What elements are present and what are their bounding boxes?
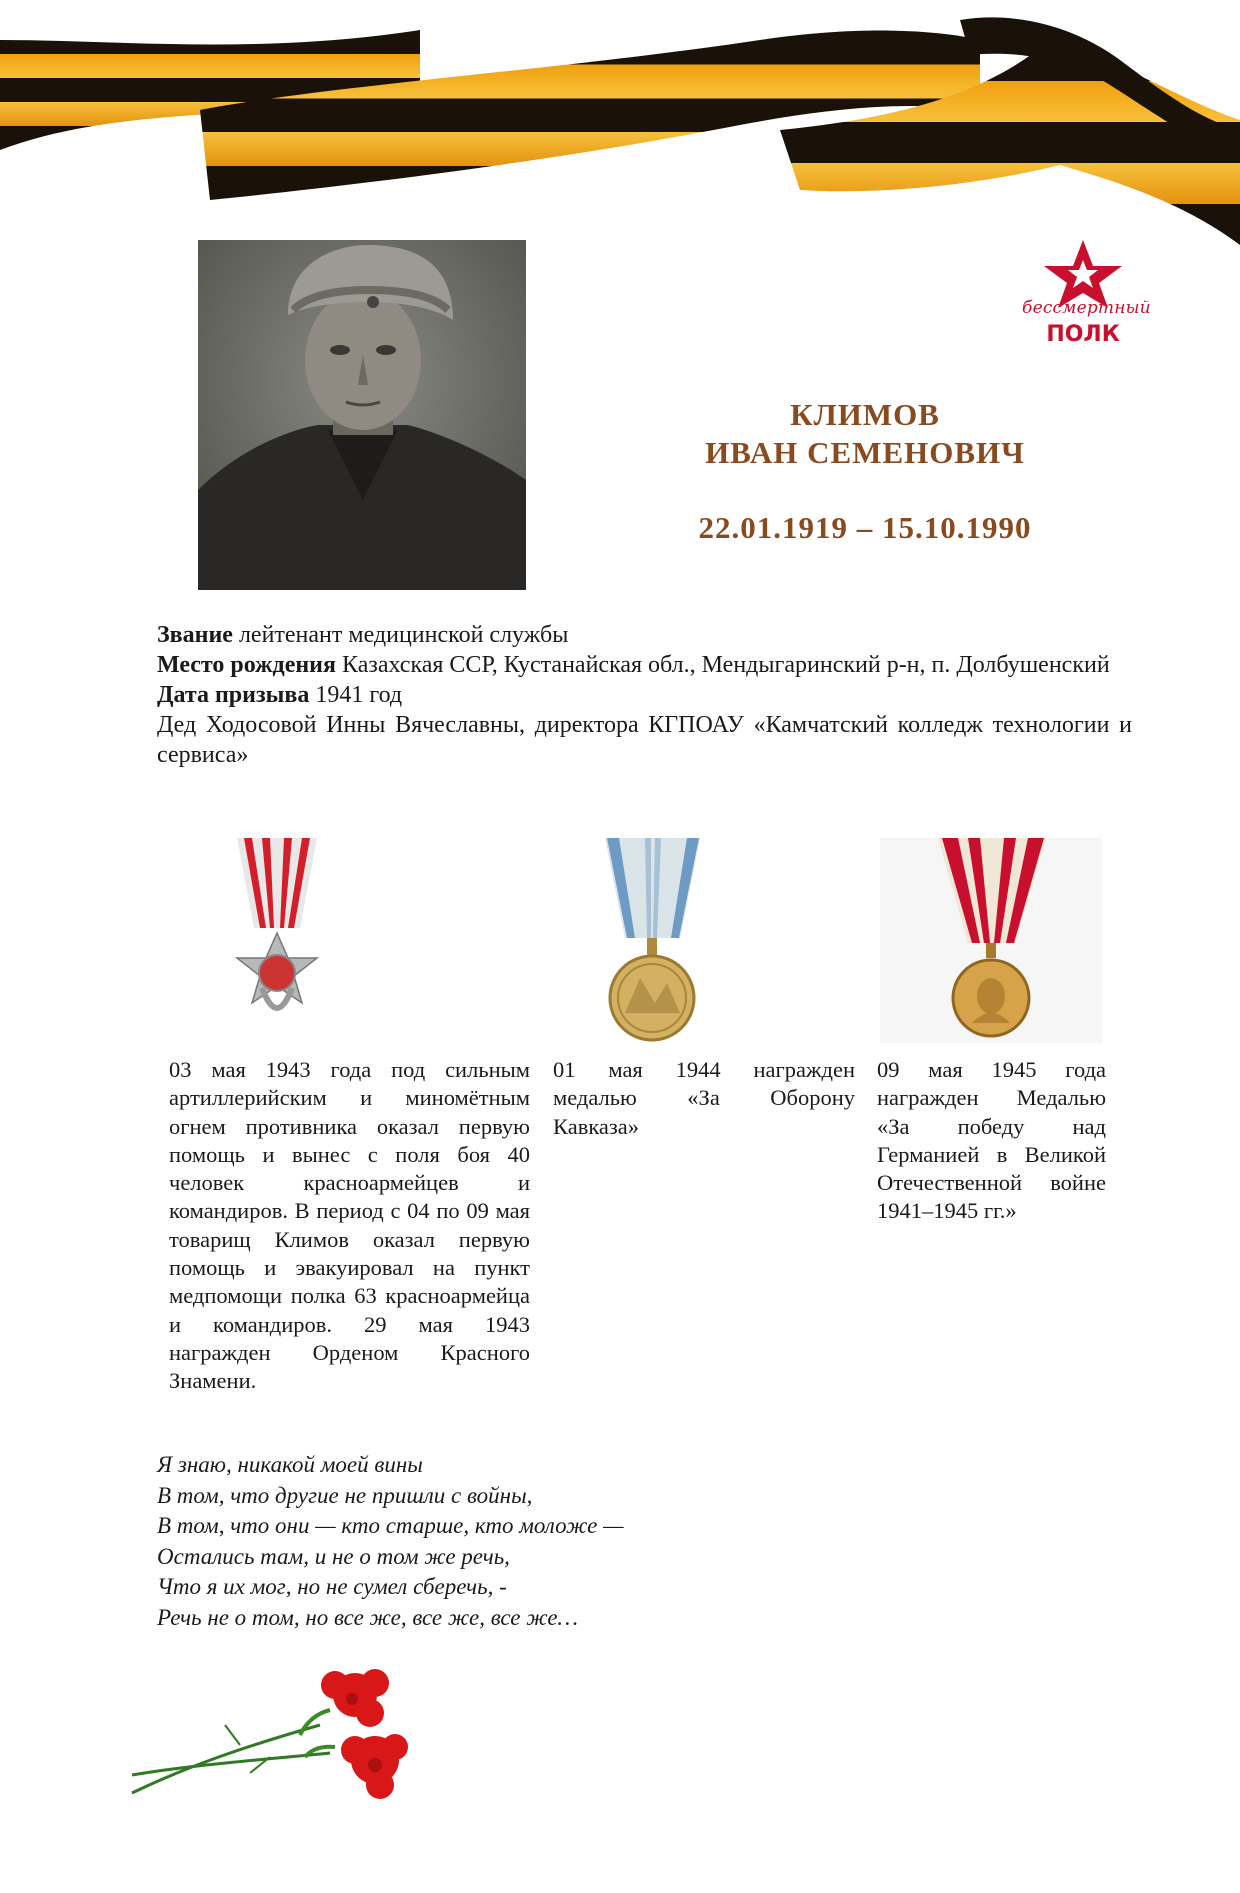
medal-defense-caucasus-icon [595, 838, 710, 1048]
logo-brand-text: бессмертный [1022, 298, 1151, 318]
draft-label: Дата призыва [157, 682, 310, 708]
birthplace-line [157, 650, 1132, 680]
rank-label: Звание [157, 622, 233, 648]
immortal-regiment-logo [1018, 238, 1151, 358]
poem [157, 1450, 857, 1633]
poem-line: Остались там, и не о том же речь, [157, 1543, 510, 1569]
info-block [157, 620, 1132, 770]
surname: КЛИМОВ [790, 397, 940, 432]
life-dates: 22.01.1919 – 15.10.1990 [698, 510, 1032, 545]
award-description-3: 09 мая 1945 года награжден Медалью «За победу над Германией в Великой Отечественной войне 1941–1945 гг.» [877, 1057, 1106, 1224]
award-description-1: 03 мая 1943 года под сильным артиллерийским и миномётным огнем противника оказал первую помощь и вынес с поля боя 40 человек красноармейцев и командиров. В период с 04 по 09 мая товарищ Климов оказал первую помощь и эвакуировал на пункт медпомощи полка 63 красноармейца и командиров. 29 мая 1943 награжден Орденом Красного Знамени. [169, 1057, 530, 1394]
poem-line: Что я их мог, но не сумел сберечь, - [157, 1574, 507, 1599]
rank-value: лейтенант медицинской службы [232, 622, 569, 648]
st-george-ribbon [0, 0, 1240, 250]
poem-line: В том, что другие не пришли с войны, [157, 1482, 533, 1508]
portrait-photo [198, 240, 526, 590]
given-names: ИВАН СЕМЕНОВИЧ [705, 435, 1025, 470]
birthplace-value: Казахская ССР, Кустанайская обл., Мендыгаринский р-н, п. Долбушенский [336, 652, 1110, 678]
carnations-icon [130, 1665, 420, 1805]
poem-line: Речь не о том, но все же, все же, все же… [157, 1604, 578, 1630]
order-red-banner-icon [222, 838, 332, 1038]
birthplace-label: Место рождения [157, 652, 336, 678]
rank-line [157, 620, 1132, 650]
draft-value: 1941 год [309, 682, 403, 708]
poem-line: В том, что они — кто старше, кто моложе — [157, 1513, 624, 1538]
award-description-2: 01 мая 1944 награжден медалью «За Оборону Кавказа» [553, 1057, 855, 1139]
relation-line: Дед Ходосовой Инны Вячеславны, директора КГПОАУ «Камчатский колледж технологии и сервиса» [157, 712, 1132, 768]
logo-sub-text: ПОЛК [1046, 322, 1120, 347]
poem-line: Я знаю, никакой моей вины [157, 1452, 423, 1477]
draft-line [157, 680, 1132, 710]
medal-victory-germany-icon [880, 838, 1102, 1043]
